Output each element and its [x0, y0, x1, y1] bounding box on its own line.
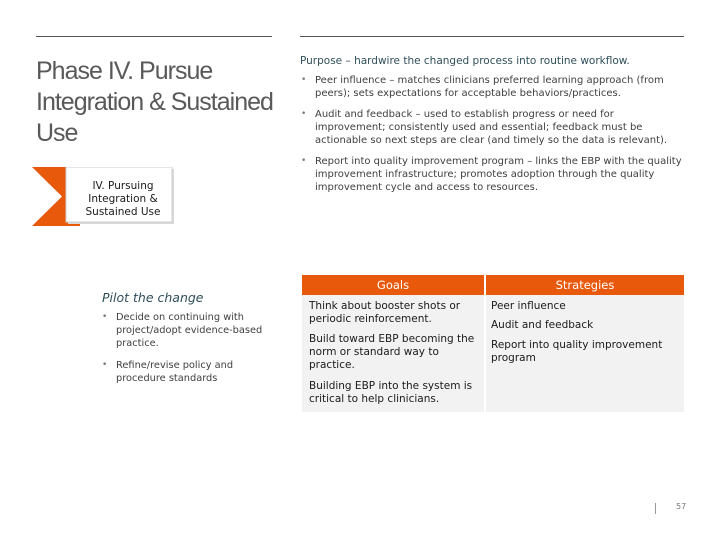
- bullet-icon: •: [301, 109, 307, 119]
- pilot-item: [101, 359, 281, 385]
- purpose-item-text: – links the EBP with the quality improvement infrastructure; promotes adoption through the quality improvement cycle and access to resources.: [315, 156, 682, 193]
- goals-column-header: Goals: [376, 278, 410, 292]
- badge-label: IV. Pursuing Integration & Sustained Use: [85, 180, 161, 218]
- pilot-item-text: Decide on continuing with project/adopt evidence-based practice.: [116, 312, 263, 349]
- column-divider: [484, 275, 486, 412]
- goals-strategies-table: [302, 275, 684, 412]
- bullet-icon: •: [301, 75, 307, 85]
- pilot-heading: Pilot the change: [102, 290, 204, 305]
- pilot-item-text: Refine/revise policy and procedure standards: [116, 360, 234, 384]
- purpose-item: [300, 74, 685, 100]
- phase-title: Phase IV. Pursue Integration & Sustained Use: [36, 57, 273, 147]
- strategies-column-header: Strategies: [555, 278, 615, 292]
- table-header-row: [302, 275, 684, 295]
- bullet-icon: •: [102, 360, 108, 370]
- bullet-icon: •: [301, 156, 307, 166]
- goal-cell: Build toward EBP becoming the norm or standard way to practice.: [309, 333, 475, 371]
- pilot-list: [101, 311, 281, 394]
- purpose-item-text: – matches clinicians preferred learning approach (from peers); sets expectations for acceptable behaviors/practices.: [315, 75, 664, 99]
- footer-divider: [655, 503, 656, 514]
- pilot-item: [101, 311, 281, 350]
- purpose-list: [300, 74, 685, 202]
- top-rule-left: [36, 36, 272, 37]
- bullet-icon: •: [102, 312, 108, 322]
- phase-badge: [32, 167, 176, 226]
- purpose-item-text: – used to establish progress or need for improvement; consistently used and essential; feedback must be actionable so next steps are clear (and timely so the data is relevant).: [315, 109, 668, 146]
- page-number: 57: [676, 502, 687, 511]
- purpose-item-lead: Audit and feedback: [315, 109, 413, 120]
- strategy-cell: Audit and feedback: [491, 319, 594, 331]
- goal-cell: Think about booster shots or periodic reinforcement.: [309, 300, 461, 325]
- top-rule-right: [300, 36, 684, 37]
- purpose-item-lead: Peer influence: [315, 75, 387, 86]
- purpose-item: [300, 108, 685, 147]
- strategy-cell: Report into quality improvement program: [491, 339, 663, 364]
- goal-cell: Building EBP into the system is critical to help clinicians.: [309, 380, 473, 405]
- purpose-heading: Purpose – hardwire the changed process into routine workflow.: [300, 55, 630, 67]
- strategy-cell: Peer influence: [491, 300, 566, 312]
- purpose-item-lead: Report into quality improvement program: [315, 156, 525, 167]
- purpose-item: [300, 155, 685, 194]
